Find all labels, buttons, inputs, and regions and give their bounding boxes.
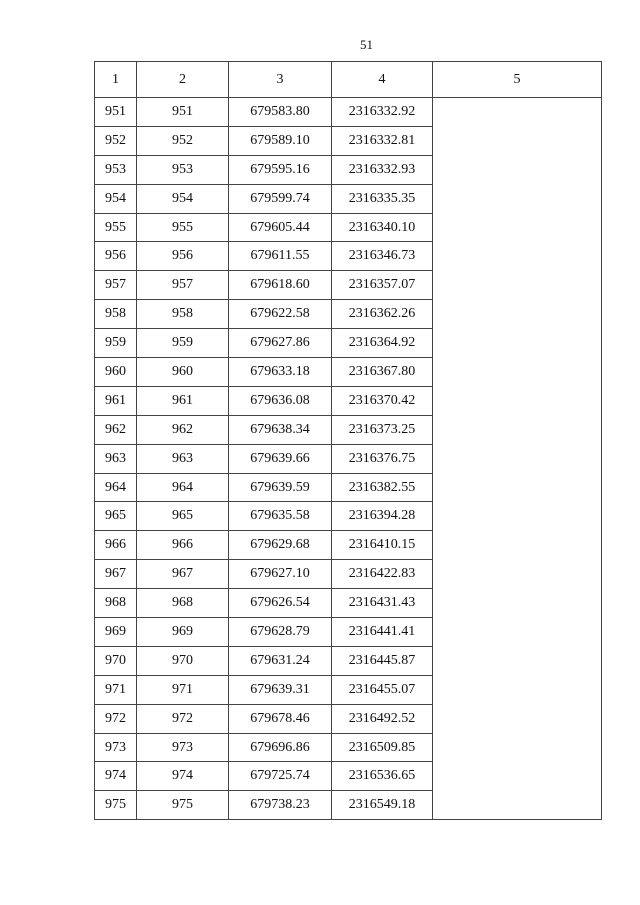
table-cell-col-4: 2316340.10 — [332, 213, 433, 242]
table-cell-col-2: 964 — [137, 473, 229, 502]
table-cell-col-4: 2316382.55 — [332, 473, 433, 502]
table-cell-col-4: 2316335.35 — [332, 184, 433, 213]
column-header-5: 5 — [433, 62, 602, 98]
table-cell-col-2: 957 — [137, 271, 229, 300]
table-cell-col-1: 972 — [95, 704, 137, 733]
table-cell-col-4: 2316410.15 — [332, 531, 433, 560]
table-cell-col-3: 679725.74 — [229, 762, 332, 791]
table-cell-col-3: 679678.46 — [229, 704, 332, 733]
table-cell-col-1: 960 — [95, 358, 137, 387]
table-cell-col-3: 679631.24 — [229, 646, 332, 675]
table-cell-col-1: 969 — [95, 618, 137, 647]
table-header-row — [95, 62, 602, 98]
table-cell-col-1: 970 — [95, 646, 137, 675]
table-cell-col-1: 964 — [95, 473, 137, 502]
table-cell-col-4: 2316549.18 — [332, 791, 433, 820]
table-body — [95, 98, 602, 820]
table-cell-col-4: 2316376.75 — [332, 444, 433, 473]
table-cell-col-4: 2316332.93 — [332, 155, 433, 184]
table-cell-col-3: 679595.16 — [229, 155, 332, 184]
table-cell-col-3: 679636.08 — [229, 386, 332, 415]
table-cell-col-3: 679639.66 — [229, 444, 332, 473]
table-cell-col-1: 954 — [95, 184, 137, 213]
table-cell-col-2: 970 — [137, 646, 229, 675]
table-cell-col-1: 966 — [95, 531, 137, 560]
table-cell-col-4: 2316332.81 — [332, 126, 433, 155]
table-cell-col-4: 2316509.85 — [332, 733, 433, 762]
table-cell-col-3: 679638.34 — [229, 415, 332, 444]
table-cell-col-1: 968 — [95, 589, 137, 618]
table-cell-col-1: 975 — [95, 791, 137, 820]
table-cell-col-1: 974 — [95, 762, 137, 791]
table-cell-col-2: 952 — [137, 126, 229, 155]
table-cell-col-3: 679639.59 — [229, 473, 332, 502]
table-cell-col-4: 2316492.52 — [332, 704, 433, 733]
table-cell-col-2: 962 — [137, 415, 229, 444]
column-header-2: 2 — [137, 62, 229, 98]
table-cell-col-3: 679639.31 — [229, 675, 332, 704]
table-cell-col-4: 2316370.42 — [332, 386, 433, 415]
coordinates-table — [94, 61, 602, 820]
table-cell-col-3: 679738.23 — [229, 791, 332, 820]
table-cell-col-2: 965 — [137, 502, 229, 531]
table-cell-col-2: 967 — [137, 560, 229, 589]
table-cell-col-1: 967 — [95, 560, 137, 589]
table-cell-col-1: 959 — [95, 329, 137, 358]
table-cell-col-2: 955 — [137, 213, 229, 242]
table-row — [95, 98, 602, 127]
table-cell-col-3: 679629.68 — [229, 531, 332, 560]
table-cell-col-2: 956 — [137, 242, 229, 271]
table-cell-col-2: 971 — [137, 675, 229, 704]
table-cell-col-2: 966 — [137, 531, 229, 560]
table-cell-col-1: 965 — [95, 502, 137, 531]
table-cell-col-3: 679627.10 — [229, 560, 332, 589]
table-cell-col-4: 2316364.92 — [332, 329, 433, 358]
table-cell-col-2: 958 — [137, 300, 229, 329]
table-cell-col-1: 955 — [95, 213, 137, 242]
table-cell-col-4: 2316394.28 — [332, 502, 433, 531]
table-cell-col-1: 963 — [95, 444, 137, 473]
table-cell-col-2: 972 — [137, 704, 229, 733]
table-cell-col-2: 954 — [137, 184, 229, 213]
table-cell-col-4: 2316445.87 — [332, 646, 433, 675]
table-cell-col-2: 968 — [137, 589, 229, 618]
table-cell-col-1: 971 — [95, 675, 137, 704]
table-cell-col-4: 2316373.25 — [332, 415, 433, 444]
table-cell-col-1: 958 — [95, 300, 137, 329]
table-cell-col-3: 679626.54 — [229, 589, 332, 618]
table-cell-col-2: 974 — [137, 762, 229, 791]
table-cell-col-2: 961 — [137, 386, 229, 415]
table-cell-col-2: 953 — [137, 155, 229, 184]
table-cell-col-4: 2316441.41 — [332, 618, 433, 647]
table-cell-col-4: 2316367.80 — [332, 358, 433, 387]
table-cell-col-4: 2316422.83 — [332, 560, 433, 589]
table-cell-col-3: 679589.10 — [229, 126, 332, 155]
table-cell-col-3: 679696.86 — [229, 733, 332, 762]
table-cell-col-3: 679627.86 — [229, 329, 332, 358]
column-header-3: 3 — [229, 62, 332, 98]
notes-cell — [433, 98, 602, 820]
page-number: 51 — [360, 37, 373, 52]
table-cell-col-2: 973 — [137, 733, 229, 762]
table-cell-col-2: 975 — [137, 791, 229, 820]
table-cell-col-3: 679599.74 — [229, 184, 332, 213]
table-cell-col-3: 679583.80 — [229, 98, 332, 127]
table-cell-col-4: 2316536.65 — [332, 762, 433, 791]
column-header-1: 1 — [95, 62, 137, 98]
table-cell-col-4: 2316362.26 — [332, 300, 433, 329]
table-cell-col-4: 2316431.43 — [332, 589, 433, 618]
table-cell-col-3: 679622.58 — [229, 300, 332, 329]
table-cell-col-4: 2316455.07 — [332, 675, 433, 704]
table-cell-col-4: 2316357.07 — [332, 271, 433, 300]
table-cell-col-1: 962 — [95, 415, 137, 444]
table-cell-col-2: 951 — [137, 98, 229, 127]
table-cell-col-1: 961 — [95, 386, 137, 415]
table-cell-col-3: 679633.18 — [229, 358, 332, 387]
table-cell-col-1: 951 — [95, 98, 137, 127]
table-cell-col-3: 679628.79 — [229, 618, 332, 647]
table-cell-col-3: 679611.55 — [229, 242, 332, 271]
table-cell-col-1: 973 — [95, 733, 137, 762]
table-cell-col-1: 957 — [95, 271, 137, 300]
table-cell-col-2: 969 — [137, 618, 229, 647]
table-cell-col-4: 2316332.92 — [332, 98, 433, 127]
table-cell-col-1: 953 — [95, 155, 137, 184]
table-cell-col-3: 679605.44 — [229, 213, 332, 242]
table-cell-col-2: 959 — [137, 329, 229, 358]
table-cell-col-1: 956 — [95, 242, 137, 271]
table-cell-col-3: 679635.58 — [229, 502, 332, 531]
column-header-4: 4 — [332, 62, 433, 98]
table-cell-col-3: 679618.60 — [229, 271, 332, 300]
table-cell-col-1: 952 — [95, 126, 137, 155]
table-cell-col-4: 2316346.73 — [332, 242, 433, 271]
table-cell-col-2: 963 — [137, 444, 229, 473]
table-cell-col-2: 960 — [137, 358, 229, 387]
